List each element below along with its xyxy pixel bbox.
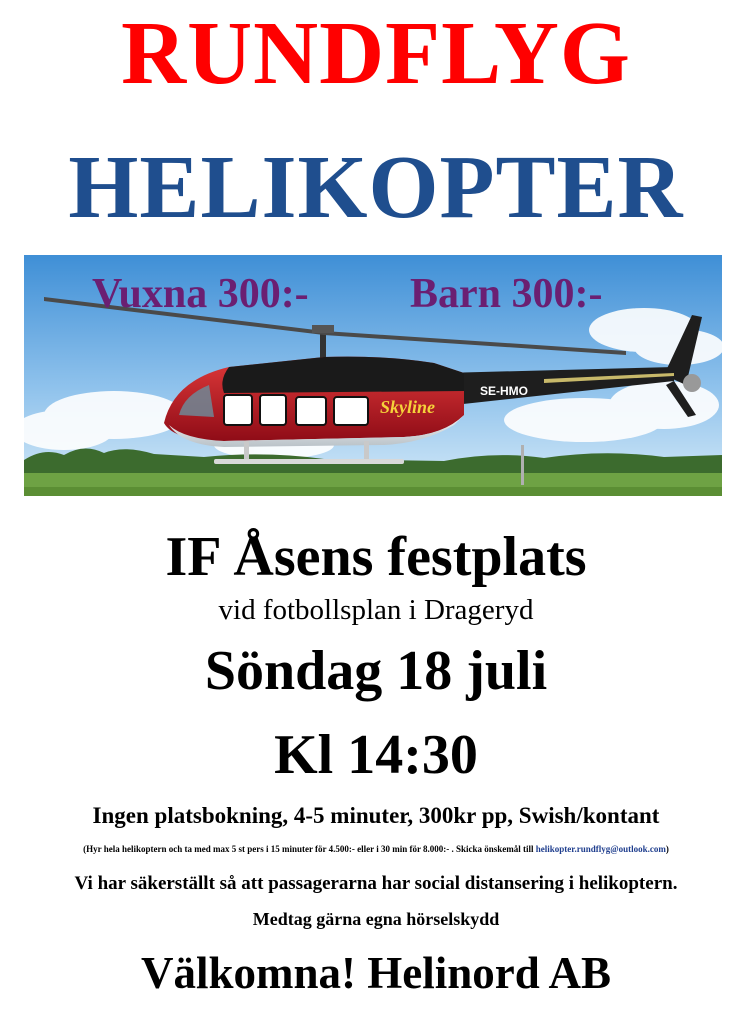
booking-info: Ingen platsbokning, 4-5 minuter, 300kr pp, Swish/kontant bbox=[92, 803, 660, 828]
contact-email: helikopter.rundflyg@outlook.com bbox=[535, 844, 666, 854]
welcome-message: Välkomna! Helinord AB bbox=[140, 948, 612, 998]
hearing-protection-note: Medtag gärna egna hörselskydd bbox=[252, 909, 500, 929]
fine-print bbox=[0, 841, 752, 857]
price-children: Barn 300:- bbox=[410, 271, 603, 317]
price-adults: Vuxna 300:- bbox=[92, 271, 309, 317]
event-date: Söndag 18 juli bbox=[204, 640, 548, 702]
event-location: vid fotbollsplan i Drageryd bbox=[218, 594, 534, 626]
title-helikopter: HELIKOPTER bbox=[68, 138, 684, 237]
fine-print-text: (Hyr hela helikoptern och ta med max 5 st pers i 15 minuter för 4.500:- eller i 30 min för 8.000:- . Skicka önskemål till bbox=[83, 844, 536, 854]
helicopter-registration-text: SE-HMO bbox=[480, 384, 528, 398]
helicopter-livery-text: Skyline bbox=[380, 397, 436, 417]
title-rundflyg: RUNDFLYG bbox=[121, 4, 631, 103]
event-time: Kl 14:30 bbox=[274, 724, 478, 786]
fine-print-end: ) bbox=[665, 844, 669, 854]
event-venue: IF Åsens festplats bbox=[165, 526, 587, 588]
distancing-note: Vi har säkerställt så att passagerarna har social distansering i helikoptern. bbox=[74, 873, 678, 894]
